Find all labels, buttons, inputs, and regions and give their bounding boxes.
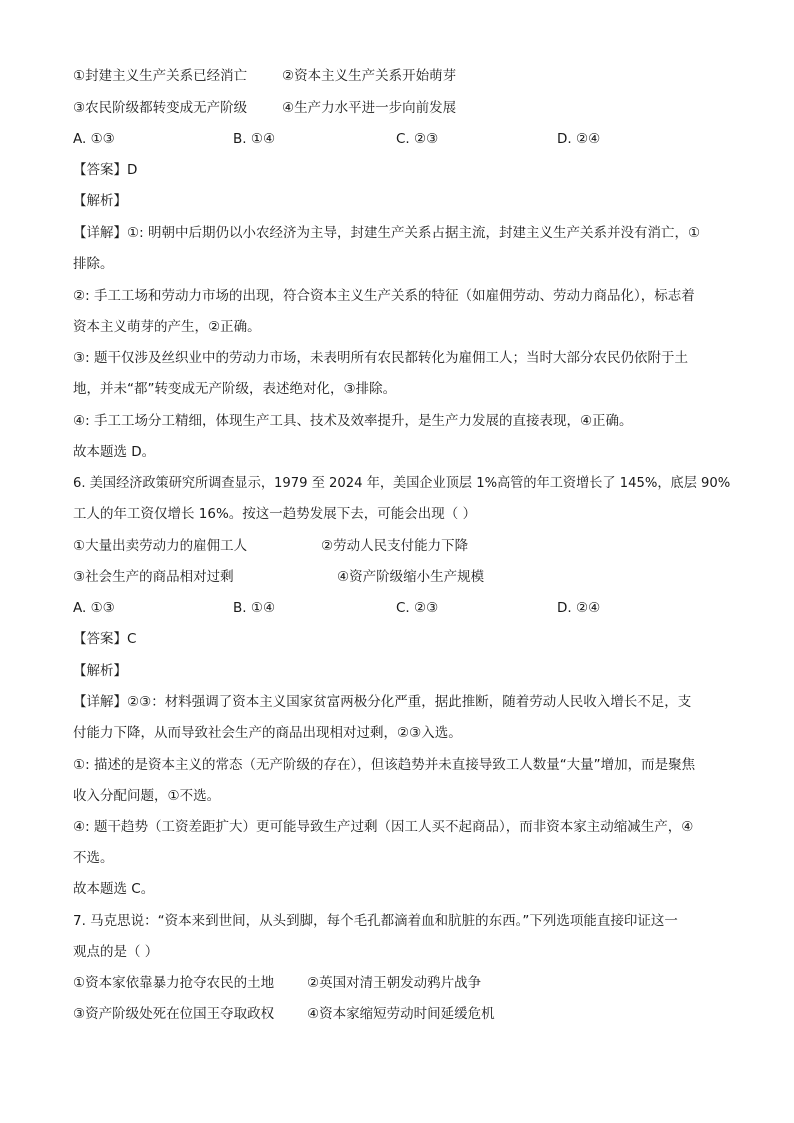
q7-option-4: ④资本家缩短劳动时间延缓危机 <box>307 1006 495 1022</box>
q5-option-3: ③农民阶级都转变成无产阶级 <box>73 100 248 116</box>
q6-detail-line: 收入分配问题，①不选。 <box>73 788 221 804</box>
q7-stem-line: 7. 马克思说：“资本来到世间，从头到脚，每个毛孔都滴着血和肮脏的东西。”下列选项能直接印证这一 <box>73 913 678 929</box>
q7-option-3: ③资产阶级处死在位国王夺取政权 <box>73 1006 275 1022</box>
q7-option-2: ②英国对清王朝发动鸦片战争 <box>307 975 482 991</box>
q5-choice-c: C. ②③ <box>396 131 439 147</box>
q6-conclusion: 故本题选 C。 <box>73 881 155 897</box>
q5-analysis-heading: 【解析】 <box>73 193 127 209</box>
q5-detail-line: 排除。 <box>73 256 114 272</box>
q7-stem-line: 观点的是（ ） <box>73 944 159 960</box>
q6-choice-c: C. ②③ <box>396 600 439 616</box>
q6-detail-line: ④: 题干趋势（工资差距扩大）更可能导致生产过剩（因工人买不起商品），而非资本家主动缩减生产，④ <box>73 819 694 835</box>
q5-option-2: ②资本主义生产关系开始萌芽 <box>282 68 457 84</box>
q6-detail-line: 不选。 <box>73 850 114 866</box>
q5-detail-line: ③: 题干仅涉及丝织业中的劳动力市场，未表明所有农民都转化为雇佣工人；当时大部分农民仍依附于土 <box>73 350 688 366</box>
q6-detail-line: 付能力下降，从而导致社会生产的商品出现相对过剩，②③入选。 <box>73 725 462 741</box>
q6-option-4: ④资产阶级缩小生产规模 <box>337 569 485 585</box>
q7-option-1: ①资本家依靠暴力抢夺农民的土地 <box>73 975 275 991</box>
q5-detail-line: 资本主义萌芽的产生，②正确。 <box>73 319 261 335</box>
q5-detail-line: ②: 手工工场和劳动力市场的出现，符合资本主义生产关系的特征（如雇佣劳动、劳动力商品化），标志着 <box>73 288 695 304</box>
q6-stem-line: 6. 美国经济政策研究所调查显示，1979 至 2024 年，美国企业顶层 1%高管的年工资增长了 145%，底层 90% <box>73 475 731 491</box>
q6-option-1: ①大量出卖劳动力的雇佣工人 <box>73 538 248 554</box>
q6-answer: 【答案】C <box>73 631 137 647</box>
q6-detail-line: 【详解】②③：材料强调了资本主义国家贫富两极分化严重，据此推断，随着劳动人民收入增长不足，支 <box>73 694 692 710</box>
q5-option-1: ①封建主义生产关系已经消亡 <box>73 68 248 84</box>
q5-option-4: ④生产力水平进一步向前发展 <box>282 100 457 116</box>
q5-detail-line: ④: 手工工场分工精细，体现生产工具、技术及效率提升，是生产力发展的直接表现，④正确。 <box>73 413 633 429</box>
q6-analysis-heading: 【解析】 <box>73 663 127 679</box>
q6-stem-line: 工人的年工资仅增长 16%。按这一趋势发展下去，可能会出现（ ） <box>73 506 477 522</box>
q5-choice-b: B. ①④ <box>233 131 276 147</box>
q6-option-2: ②劳动人民支付能力下降 <box>321 538 469 554</box>
q5-conclusion: 故本题选 D。 <box>73 444 156 460</box>
q6-choice-d: D. ②④ <box>557 600 601 616</box>
q5-choice-a: A. ①③ <box>73 131 115 147</box>
q6-option-3: ③社会生产的商品相对过剩 <box>73 569 234 585</box>
q5-detail-line: 地，并未“都”转变成无产阶级，表述绝对化，③排除。 <box>73 381 397 397</box>
q5-answer: 【答案】D <box>73 162 138 178</box>
q6-choice-b: B. ①④ <box>233 600 276 616</box>
q6-detail-line: ①: 描述的是资本主义的常态（无产阶级的存在），但该趋势并未直接导致工人数量“大量”增加，而是聚焦 <box>73 757 696 773</box>
q6-choice-a: A. ①③ <box>73 600 115 616</box>
q5-detail-line: 【详解】①: 明朝中后期仍以小农经济为主导，封建生产关系占据主流，封建主义生产关系并没有消亡，① <box>73 225 701 241</box>
q5-choice-d: D. ②④ <box>557 131 601 147</box>
